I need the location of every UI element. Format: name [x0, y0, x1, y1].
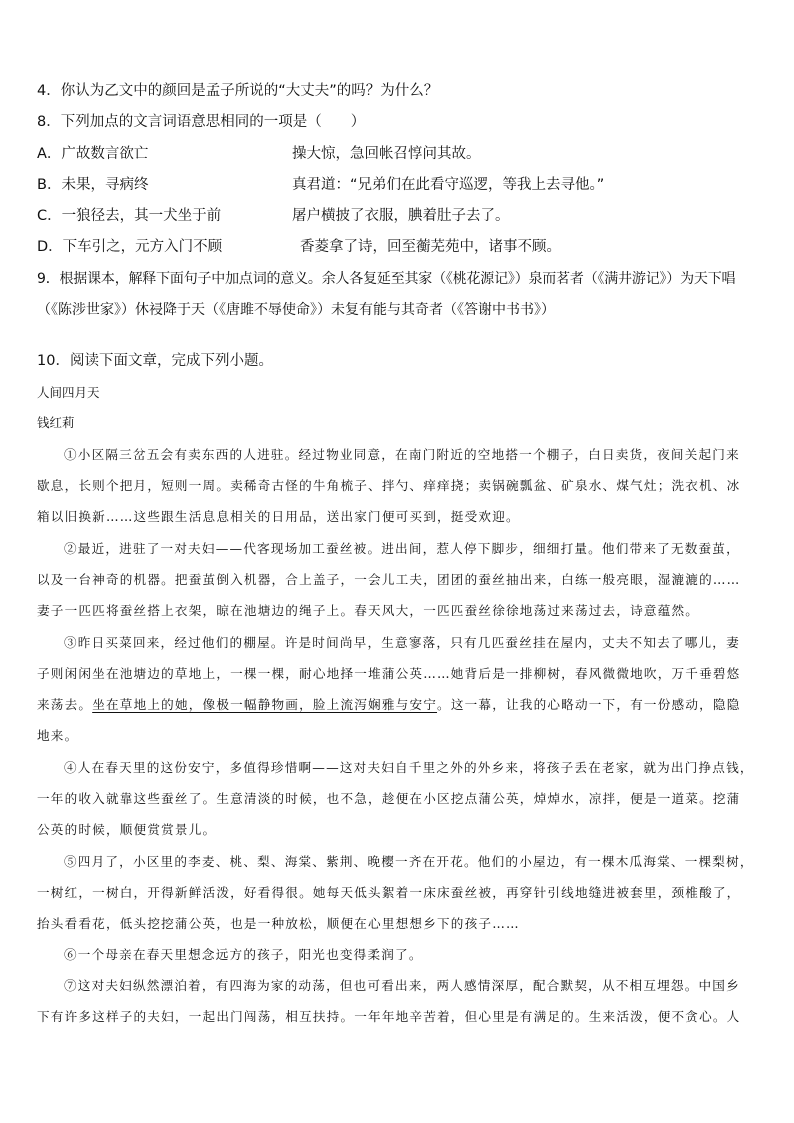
article-line: 歇息，长则个把月，短则一周。卖稀奇古怪的牛角梳子、拌勺、痒痒挠；卖锅碗瓢盆、矿泉水、煤气灶；洗衣机、冰: [37, 478, 741, 493]
article-line: ⑥一个母亲在春天里想念远方的孩子，阳光也变得柔润了。: [64, 947, 423, 962]
q8-option-d-right: 香菱拿了诗，回至蘅芜苑中，诸事不顾。: [300, 239, 561, 255]
article-author: 钱红莉: [37, 415, 75, 430]
question-9-line-1: 9．根据课本，解释下面句子中加点词的意义。余人各复延至其家（《桃花源记》）泉而茗者（《满井游记》）为天下唱: [37, 271, 736, 287]
article-line: 抬头看看花，低头挖挖蒲公英，也是一种放松，顺便在心里想想乡下的孩子……: [37, 916, 520, 931]
article-line: 一树红，一树白，开得新鲜活泼，好看得很。她每天低头絮着一床床蚕丝被，再穿针引线地缝进被套里，颈椎酸了，: [37, 885, 741, 900]
article-title: 人间四月天: [37, 385, 100, 400]
article-line: 公英的时候，顺便赏赏景儿。: [37, 822, 217, 837]
article-line: ②最近，进驻了一对夫妇——代客现场加工蚕丝被。进出间，惹人停下脚步，细细打量。他们带来了无数蚕茧，: [64, 541, 740, 556]
question-9-line-2: （《陈涉世家》）休祲降于天（《唐雎不辱使命》）未复有能与其奇者（《答谢中书书》）: [37, 302, 555, 318]
article-line: ⑦这对夫妇纵然漂泊着，有四海为家的动荡，但也可看出来，两人感情深厚，配合默契，从不相互埋怨。中国乡: [64, 978, 740, 993]
question-8: 8．下列加点的文言词语意思相同的一项是（ ）: [37, 114, 366, 130]
question-10: 10．阅读下面文章，完成下列小题。: [37, 353, 273, 369]
article-line: 子则闲闲坐在池塘边的草地上，一棵一棵，耐心地择一堆蒲公英……她背后是一排柳树，春风微微地吹，万千垂碧悠: [37, 666, 741, 681]
q8-option-a-left: A．广故数言欲亡: [37, 146, 149, 162]
article-line: 以及一台神奇的机器。把蚕茧倒入机器，合上盖子，一会儿工夫，团团的蚕丝抽出来，白练一般亮眼，湿漉漉的……: [37, 572, 741, 587]
article-line: ③昨日买菜回来，经过他们的棚屋。许是时间尚早，生意寥落，只有几匹蚕丝挂在屋内，丈夫不知去了哪儿，妻: [64, 635, 740, 650]
q8-option-d-left: D．下车引之，元方入门不顾: [37, 239, 223, 255]
article-line: 箱以旧换新……这些跟生活息息相关的日用品，送出家门便可买到，挺受欢迎。: [37, 509, 520, 524]
article-line: ①小区隔三岔五会有卖东西的人进驻。经过物业同意，在南门附近的空地搭一个棚子，白日卖货，夜间关起门来: [64, 447, 740, 462]
article-line: ④人在春天里的这份安宁，多值得珍惜啊——这对夫妇自千里之外的外乡来，将孩子丢在老家，就为出门挣点钱，: [64, 760, 754, 775]
q8-option-c-left: C．一狼径去，其一犬坐于前: [37, 208, 222, 224]
article-line: 地来。: [37, 728, 79, 743]
article-line: 妻子一匹匹将蚕丝搭上衣架，晾在池塘边的绳子上。春天风大，一匹匹蚕丝徐徐地荡过来荡过去，诗意蕴然。: [37, 603, 700, 618]
underlined-sentence: 坐在草地上的她，像极一幅静物画，脸上流泻娴雅与安宁: [92, 697, 438, 712]
article-line-prefix: 来荡去。: [37, 697, 93, 712]
article-line-suffix: 。这一幕，让我的心略动一下，有一份感动，隐隐: [437, 697, 741, 712]
article-line-with-underline: [37, 696, 741, 714]
q8-option-b-left: B．未果，寻病终: [37, 177, 149, 193]
q8-option-b-right: 真君道：“兄弟们在此看守巡逻，等我上去寻他。”: [292, 177, 605, 193]
q8-option-c-right: 屠户横披了衣服，腆着肚子去了。: [292, 208, 510, 224]
article-line: 下有许多这样子的夫妇，一起出门闯荡，相互扶持。一年年地辛苦着，但心里是有满足的。生来活泼，便不贪心。人: [37, 1009, 741, 1024]
question-4: 4．你认为乙文中的颜回是孟子所说的“大丈夫”的吗？为什么？: [37, 83, 439, 99]
q8-option-a-right: 操大惊，急回帐召惇问其故。: [292, 146, 481, 162]
article-line: 一年的收入就靠这些蚕丝了。生意清淡的时候，也不急，趁便在小区挖点蒲公英，焯焯水，凉拌，便是一道菜。挖蒲: [37, 791, 741, 806]
article-line: ⑤四月了，小区里的李麦、桃、梨、海棠、紫荆、晚樱一齐在开花。他们的小屋边，有一棵木瓜海棠、一棵梨树，: [64, 854, 754, 869]
